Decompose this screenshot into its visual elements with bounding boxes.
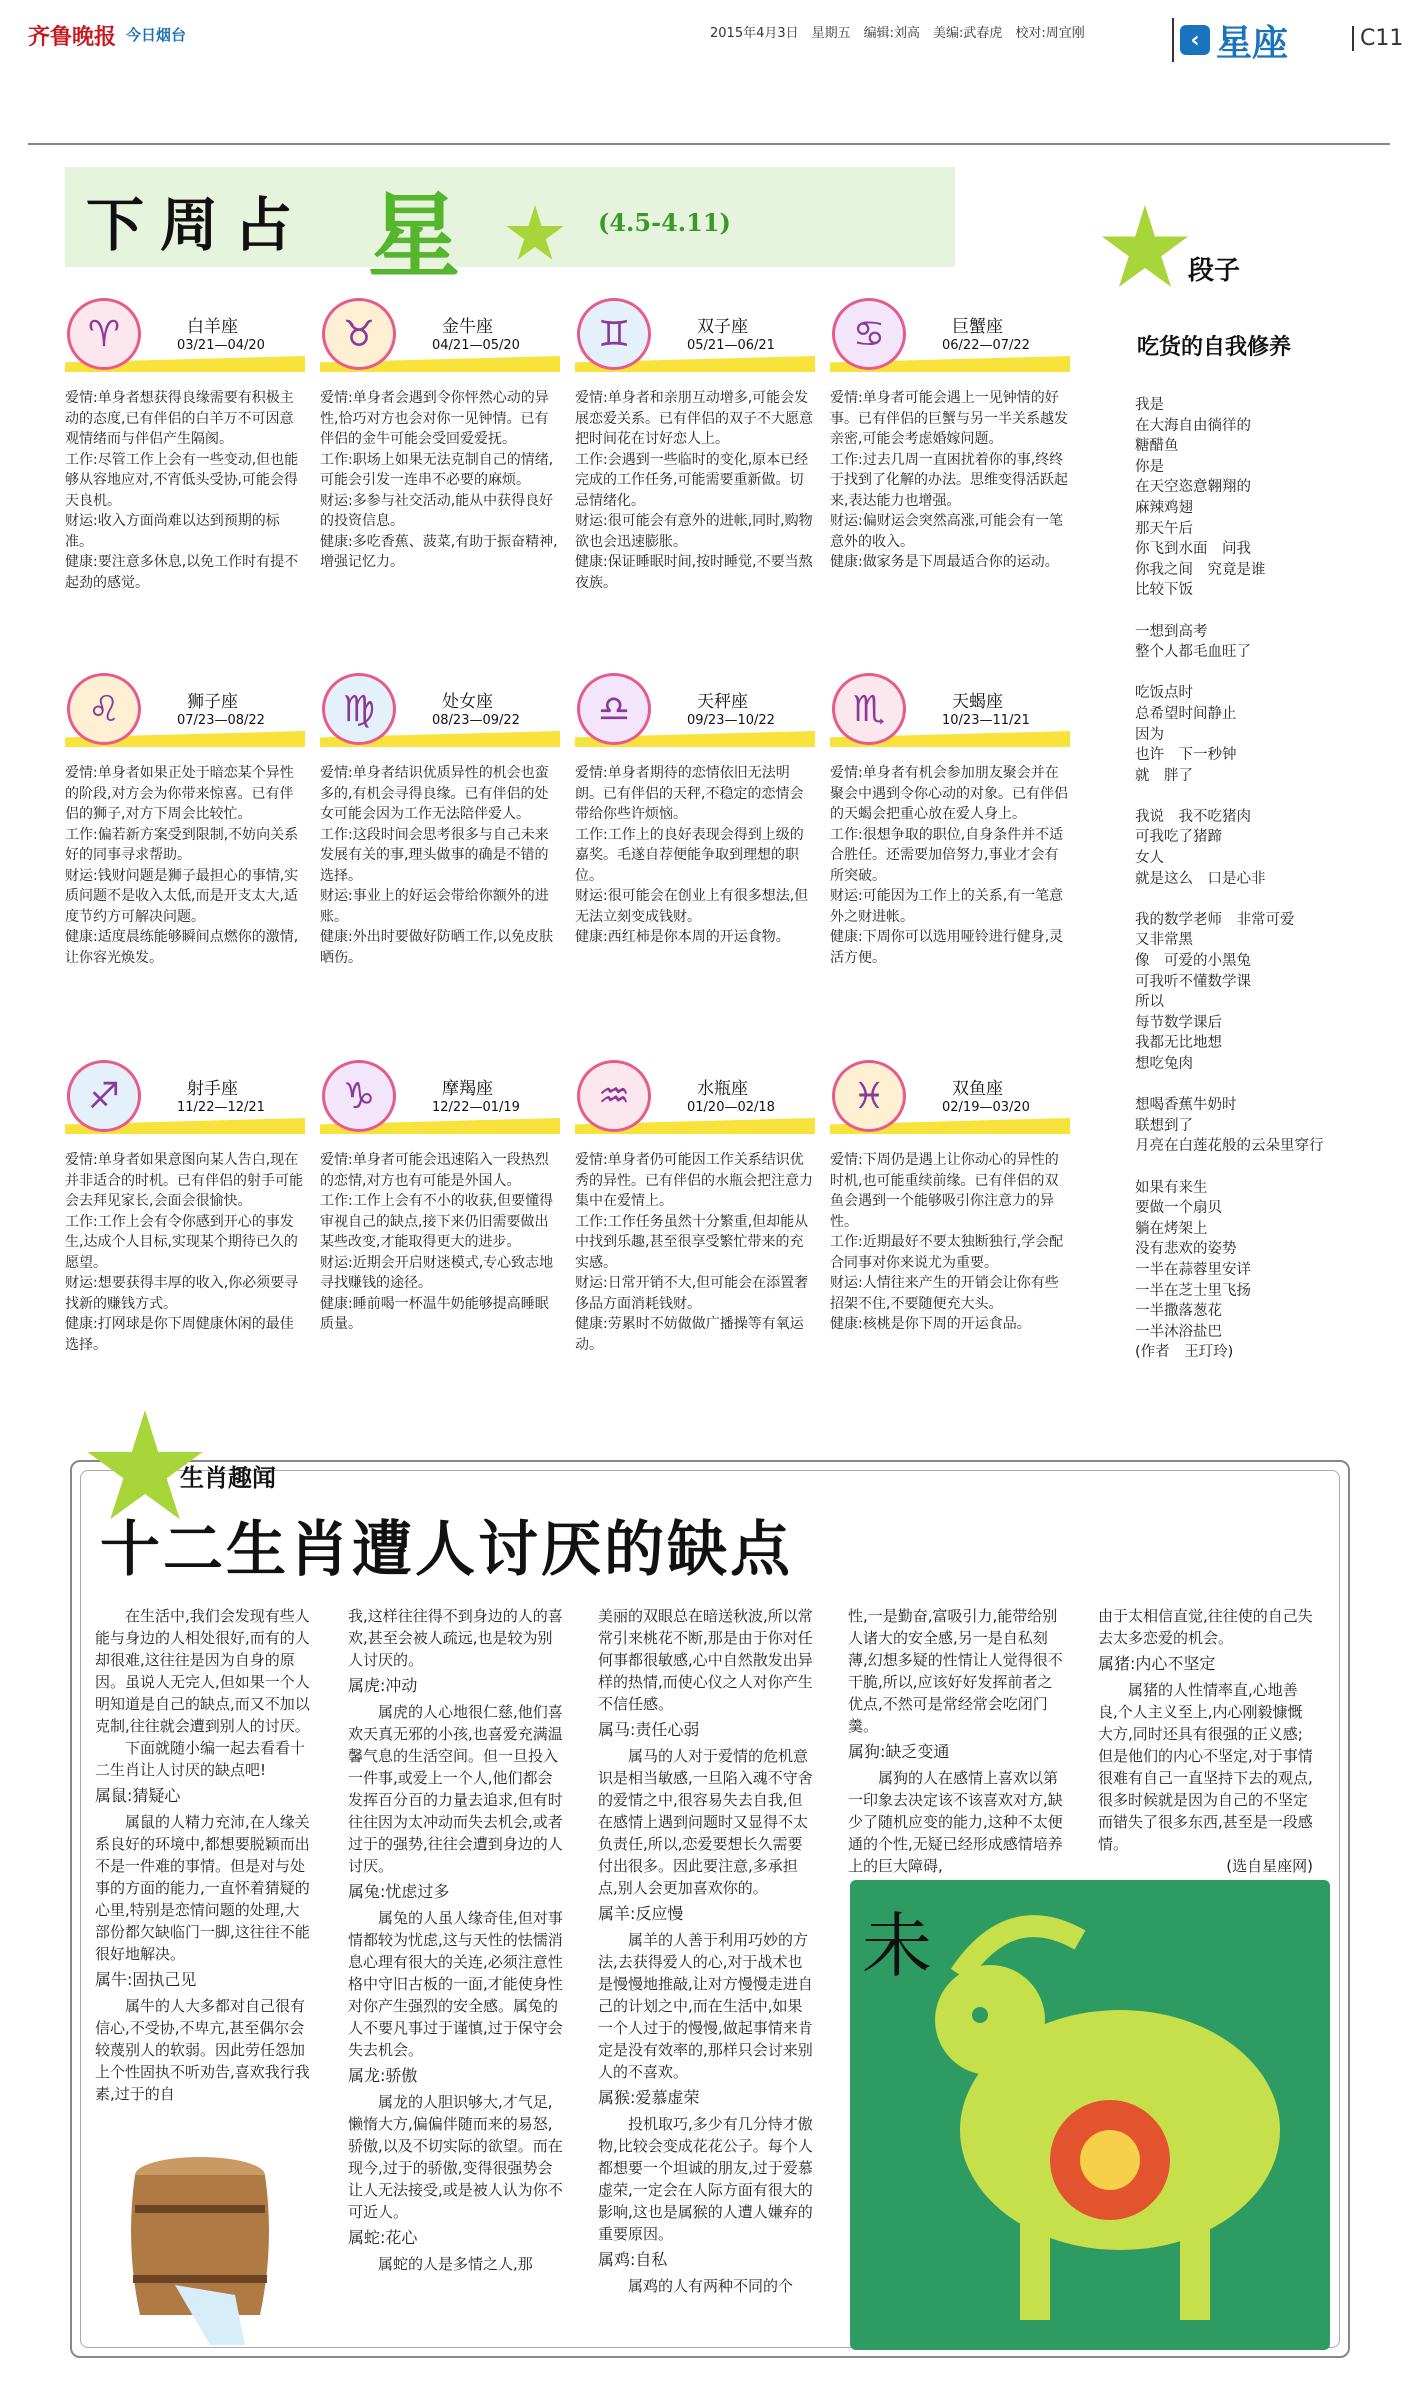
subheading: 属羊:反应慢: [598, 1904, 684, 1923]
paragraph: 属鸡的人有两种不同的个: [628, 2277, 794, 2295]
paragraph: 属马的人对于爱情的危机意识是相当敏感,一旦陷入魂不守舍的爱情之中,很容易失去自我,但在感情上遇到问题时又显得不太负责任,所以,恋爱要想长久需要付出很多。因此要注意,多承担点,别人会更加喜欢你的。: [598, 1747, 813, 1897]
subheading: 属兔:忧虑过多: [348, 1882, 450, 1901]
subheading: 属龙:骄傲: [348, 2066, 418, 2085]
article-column-2: [348, 1605, 563, 2275]
article-title: 十二生肖遭人讨厌的缺点: [100, 1515, 793, 1585]
zodiac-date: 07/23—08/22: [177, 713, 265, 728]
article-column-4: [848, 1605, 1063, 1877]
paragraph: 属羊的人善于利用巧妙的方法,去获得爱人的心,对于战术也是慢慢地推敲,让对方慢慢走进自己的计划之中,而在生活中,如果一个人过于的慢慢,做起事情来肯定是没有效率的,那样只会讨来别人的不喜欢。: [598, 1931, 813, 2081]
paragraph: 属牛的人大多都对自己很有信心,不受协,不卑亢,甚至偶尔会较蔑别人的软弱。因此劳任怨加上个性固执不听劝告,喜欢我行我素,过于的自: [95, 1997, 310, 2103]
joke-poem: 我是 在大海自由徜徉的 糖醋鱼 你是 在天空恣意翱翔的 麻辣鸡翅 那天午后 你飞到水面 问我 你我之间 究竟是谁 比较下饭 一想到高考 整个人都毛血旺了 吃饭点时 总希望时间静止 因为 也许 下一秒钟 就 胖了 我说 我不吃猪肉 可我吃了猪蹄 女人 就是这么 口是心非 我的数学老师 非常可爱 又非常黑 像 可爱的小黑兔 可我听不懂数学课 所以 每节数学课后 我都无比地想 想吃兔肉 想喝香蕉牛奶时 联想到了 月亮在白莲花般的云朵里穿行 如果有来生 要做一个扇贝 躺在烤架上 没有悲欢的姿势 一半在蒜蓉里安详 一半在芝士里飞扬 一半撒落葱花 一半沐浴盐巴 (作者 王玎玲): [1135, 397, 1324, 1361]
zodiac-date: 04/21—05/20: [432, 338, 520, 353]
subheading: 属猪:内心不坚定: [1098, 1654, 1216, 1673]
section-label: 今日烟台: [126, 26, 187, 44]
article-column-3: [598, 1605, 813, 2297]
zodiac-fortune: 爱情:单身者期待的恋情依旧无法明朗。已有伴侣的天秤,不稳定的恋情会带给你些许烦恼。 工作:工作上的良好表现会得到上级的嘉奖。毛遂自荐便能争取到理想的职位。 财运:很可能会在创业上有很多想法,但无法立刻变成钱财。 健康:西红柿是你本周的开运食物。: [575, 765, 809, 945]
article-source: (选自星座网): [1226, 1857, 1313, 1875]
subheading: 属狗:缺乏变通: [848, 1742, 950, 1761]
zodiac-fortune: 爱情:单身者可能会遇上一见钟情的好事。已有伴侣的巨蟹与另一半关系越发亲密,可能会考虑婚嫁问题。 工作:过去几周一直困扰着你的事,终终于找到了化解的办法。思维变得活跃起来,表达能力也增强。 财运:偏财运会突然高涨,可能会有一笔意外的收入。 健康:做家务是下周最适合你的运动。: [830, 390, 1068, 570]
article-column-1: [95, 1605, 310, 2105]
joke-label: 段子: [1188, 256, 1241, 286]
zodiac-icon: ♉: [322, 298, 396, 370]
zodiac-icon: ♒: [577, 1060, 651, 1132]
zodiac-date: 06/22—07/22: [942, 338, 1030, 353]
zodiac-name: 白羊座: [187, 317, 238, 337]
zodiac-fortune: 爱情:单身者想获得良缘需要有积极主动的态度,已有伴侣的白羊万不可因意观情绪而与伴侣产生隔阂。 工作:尽管工作上会有一些变动,但也能够从容地应对,不宵低头受协,可能会得天良机。 财运:收入方面尚难以达到预期的标准。 健康:要注意多休息,以免工作时有提不起劲的感觉。: [65, 390, 299, 591]
banner-star-char: 星: [368, 182, 461, 290]
zodiac-icon: ♓: [832, 1060, 906, 1132]
header-rule: [28, 143, 1390, 145]
zodiac-date: 11/22—12/21: [177, 1100, 265, 1115]
paragraph: 我,这样往往得不到身边的人的喜欢,甚至会被人疏远,也是较为别人讨厌的。: [348, 1607, 563, 1669]
zodiac-name: 射手座: [187, 1079, 238, 1099]
subheading: 属鸡:自私: [598, 2250, 668, 2269]
zodiac-name: 双鱼座: [952, 1079, 1003, 1099]
zodiac-icon: ♊: [577, 298, 651, 370]
section-title: 星座: [1216, 22, 1289, 64]
zodiac-date: 01/20—02/18: [687, 1100, 775, 1115]
star-icon: [1100, 205, 1190, 295]
paragraph: 属狗的人在感情上喜欢以第一印象去决定该不该喜欢对方,缺少了随机应变的能力,这种不太便通的个性,无疑已经形成感情培养上的巨大障碍,: [848, 1769, 1063, 1875]
zodiac-name: 天蝎座: [952, 692, 1003, 712]
zodiac-name: 巨蟹座: [952, 317, 1003, 337]
paragraph: 下面就随小编一起去看看十二生肖让人讨厌的缺点吧!: [95, 1739, 306, 1779]
zodiac-icon: ♍: [322, 673, 396, 745]
subheading: 属虎:冲动: [348, 1676, 418, 1695]
zodiac-icon: ♑: [322, 1060, 396, 1132]
zodiac-fortune: 爱情:单身者会遇到令你怦然心动的异性,恰巧对方也会对你一见钟情。已有伴侣的金牛可能会受回爱爱抚。 工作:职场上如果无法克制自己的情绪,可能会引发一连串不必要的麻烦。 财运:多参与社交活动,能从中获得良好的投资信息。 健康:多吃香蕉、菠菜,有助于振奋精神,增强记忆力。: [320, 390, 558, 570]
paragraph: 美丽的双眼总在暗送秋波,所以常常引来桃花不断,那是由于你对任何事都很敏感,心中自然散发出异样的热情,而使心仪之人对你产生不信任感。: [598, 1607, 813, 1713]
page-number: C11: [1352, 26, 1403, 51]
zodiac-fortune: 爱情:单身者有机会参加朋友聚会并在聚会中遇到令你心动的对象。已有伴侣的天蝎会把重心放在爱人身上。 工作:很想争取的职位,自身条件并不适合胜任。还需要加倍努力,事业才会有所突破。 财运:可能因为工作上的关系,有一笔意外之财进帐。 健康:下周你可以选用哑铃进行健身,灵活方便。: [830, 765, 1068, 966]
zodiac-icon: ♎: [577, 673, 651, 745]
zodiac-date: 12/22—01/19: [432, 1100, 520, 1115]
zodiac-date: 03/21—04/20: [177, 338, 265, 353]
banner-date: (4.5-4.11): [598, 208, 731, 237]
seal-glyph: 未: [862, 1905, 932, 1987]
zodiac-name: 处女座: [442, 692, 493, 712]
page-header: [0, 0, 1417, 100]
zodiac-icon: ♈: [67, 298, 141, 370]
issue-meta: 2015年4月3日 星期五 编辑:刘高 美编:武春虎 校对:周宜刚: [710, 26, 1085, 41]
zodiac-name: 天秤座: [697, 692, 748, 712]
subheading: 属牛:固执己见: [95, 1970, 197, 1989]
arrow-icon: ‹: [1180, 25, 1210, 55]
subheading: 属猴:爱慕虚荣: [598, 2088, 700, 2107]
zodiac-fortune: 爱情:单身者结识优质异性的机会也蛮多的,有机会寻得良缘。已有伴侣的处女可能会因为工作无法陪伴爱人。 工作:这段时间会思考很多与自己未来发展有关的事,理头做事的确是不错的选择。 财运:事业上的好运会带给你额外的进账。 健康:外出时要做好防晒工作,以免皮肤晒伤。: [320, 765, 554, 966]
paragraph: 在生活中,我们会发现有些人能与身边的人相处很好,而有的人却很难,这往往是因为自身的原因。虽说人无完人,但如果一个人明知道是自己的缺点,而又不加以克制,往往就会遭到别人的讨厌。: [95, 1607, 310, 1735]
zodiac-date: 08/23—09/22: [432, 713, 520, 728]
zodiac-date: 05/21—06/21: [687, 338, 775, 353]
joke-title: 吃货的自我修养: [1137, 335, 1292, 360]
zodiac-icon: ♐: [67, 1060, 141, 1132]
paragraph: 属蛇的人是多情之人,那: [378, 2255, 533, 2273]
zodiac-icon: ♏: [832, 673, 906, 745]
zodiac-fortune: 爱情:单身者如果意图向某人告白,现在并非适合的时机。已有伴侣的射手可能会去拜见家长,会面会很愉快。 工作:工作上会有令你感到开心的事发生,达成个人目标,实现某个期待已久的愿望。 财运:想要获得丰厚的收入,你必须要寻找新的赚钱方式。 健康:打网球是你下周健康休闲的最佳选择。: [65, 1152, 303, 1353]
zodiac-date: 02/19—03/20: [942, 1100, 1030, 1115]
newspaper-logo: 齐鲁晚报: [28, 24, 117, 50]
zodiac-name: 摩羯座: [442, 1079, 493, 1099]
zodiac-name: 狮子座: [187, 692, 238, 712]
zodiac-fortune: 爱情:单身者仍可能因工作关系结识优秀的异性。已有伴侣的水瓶会把注意力集中在爱情上。 工作:工作任务虽然十分繁重,但却能从中找到乐趣,甚至很享受繁忙带来的充实感。 财运:日常开销不大,但可能会在添置奢侈品方面消耗钱财。 健康:劳累时不妨做做广播操等有氧运动。: [575, 1152, 813, 1353]
zodiac-icon: ♌: [67, 673, 141, 745]
goat-illustration: [850, 1880, 1330, 2350]
barrel-illustration: [115, 2145, 290, 2345]
zodiac-fortune: 爱情:单身者和亲朋互动增多,可能会发展恋爱关系。已有伴侣的双子不大愿意把时间花在讨好恋人上。 工作:会遇到一些临时的变化,原本已经完成的工作任务,可能需要重新做。切忌情绪化。 财运:很可能会有意外的进帐,同时,购物欲也会迅速膨胀。 健康:保证睡眠时间,按时睡觉,不要当熬夜族。: [575, 390, 813, 591]
section-badge: [1172, 18, 1342, 62]
paragraph: 属兔的人虽人缘奇佳,但对事情都较为忧虑,这与天性的怯懦消息心理有很大的关连,必须注意性格中守旧古板的一面,才能使身性对你产生强烈的安全感。属兔的人不要凡事过于谨慎,过于保守会失去机会。: [348, 1909, 563, 2059]
paragraph: 投机取巧,多少有几分恃才傲物,比较会变成花花公子。每个人都想要一个坦诚的朋友,过于爱慕虚荣,一定会在人际方面有很大的影响,这也是属猴的人遭人嫌弃的重要原因。: [598, 2115, 813, 2243]
banner-title: 下周占: [86, 191, 309, 259]
zodiac-name: 水瓶座: [697, 1079, 748, 1099]
zodiac-name: 双子座: [697, 317, 748, 337]
zodiac-fortune: 爱情:单身者如果正处于暗恋某个异性的阶段,对方会为你带来惊喜。已有伴侣的狮子,对方下周会比较忙。 工作:偏若新方案受到限制,不妨向关系好的同事寻求帮助。 财运:钱财问题是狮子最担心的事情,实质问题不是收入太低,而是开支太大,适度节约方可解决问题。 健康:适度晨练能够瞬间点燃你的激情,让你容光焕发。: [65, 765, 299, 966]
paragraph: 由于太相信直觉,往往使的自己失去太多恋爱的机会。: [1098, 1607, 1313, 1647]
article-column-5: [1098, 1605, 1313, 1877]
article-kicker: 生肖趣闻: [180, 1464, 276, 1492]
subheading: 属鼠:猜疑心: [95, 1786, 181, 1805]
subheading: 属马:责任心弱: [598, 1720, 700, 1739]
paragraph: 属鼠的人精力充沛,在人缘关系良好的环境中,都想要脱颖而出不是一件难的事情。但是对与处事的方面的能力,一直怀着猜疑的心里,特别是恋情问题的处理,大部份都欠缺临门一脚,这往往不能很好地解决。: [95, 1813, 310, 1963]
zodiac-icon: ♋: [832, 298, 906, 370]
subheading: 属蛇:花心: [348, 2228, 418, 2247]
zodiac-date: 10/23—11/21: [942, 713, 1030, 728]
paragraph: 属虎的人心地很仁慈,他们喜欢天真无邪的小孩,也喜爱充满温馨气息的生活空间。但一旦投入一件事,或爱上一个人,他们都会发挥百分百的力量去追求,但有时往往因为太冲动而失去机会,或者过于的强势,往往会遭到身边的人讨厌。: [348, 1703, 563, 1875]
zodiac-date: 09/23—10/22: [687, 713, 775, 728]
zodiac-fortune: 爱情:单身者可能会迅速陷入一段热烈的恋情,对方也有可能是外国人。 工作:工作上会有不小的收获,但要懂得审视自己的缺点,接下来仍旧需要做出某些改变,才能取得更大的进步。 财运:近期会开启财迷模式,专心致志地寻找赚钱的途径。 健康:睡前喝一杯温牛奶能够提高睡眠质量。: [320, 1152, 554, 1332]
paragraph: 属龙的人胆识够大,才气足,懒惰大方,偏偏伴随而来的易怒,骄傲,以及不切实际的欲望。而在现今,过于的骄傲,变得很强势会让人无法接受,或是被人认为你不可近人。: [348, 2093, 563, 2221]
zodiac-fortune: 爱情:下周仍是遇上让你动心的异性的时机,也可能重续前缘。已有伴侣的双鱼会遇到一个能够吸引你注意力的异性。 工作:近期最好不要太独断独行,学会配合同事对你来说尤为重要。 财运:人情往来产生的开销会让你有些招架不住,不要随便充大头。 健康:核桃是你下周的开运食品。: [830, 1152, 1064, 1332]
paragraph: 性,一是勤奋,富吸引力,能带给别人诸大的安全感,另一是自私刻薄,幻想多疑的性情让人觉得很不干脆,所以,应该好好发挥前者之优点,不然可是常经常会吃闭门羹。: [848, 1607, 1063, 1735]
paragraph: 属猪的人性情率直,心地善良,个人主义至上,内心刚毅慷慨大方,同时还具有很强的正义感;但是他们的内心不坚定,对于事情很难有自己一直坚持下去的观点,很多时候就是因为自己的不坚定而错失了很多东西,甚至是一段感情。: [1098, 1681, 1313, 1853]
zodiac-name: 金牛座: [442, 317, 493, 337]
